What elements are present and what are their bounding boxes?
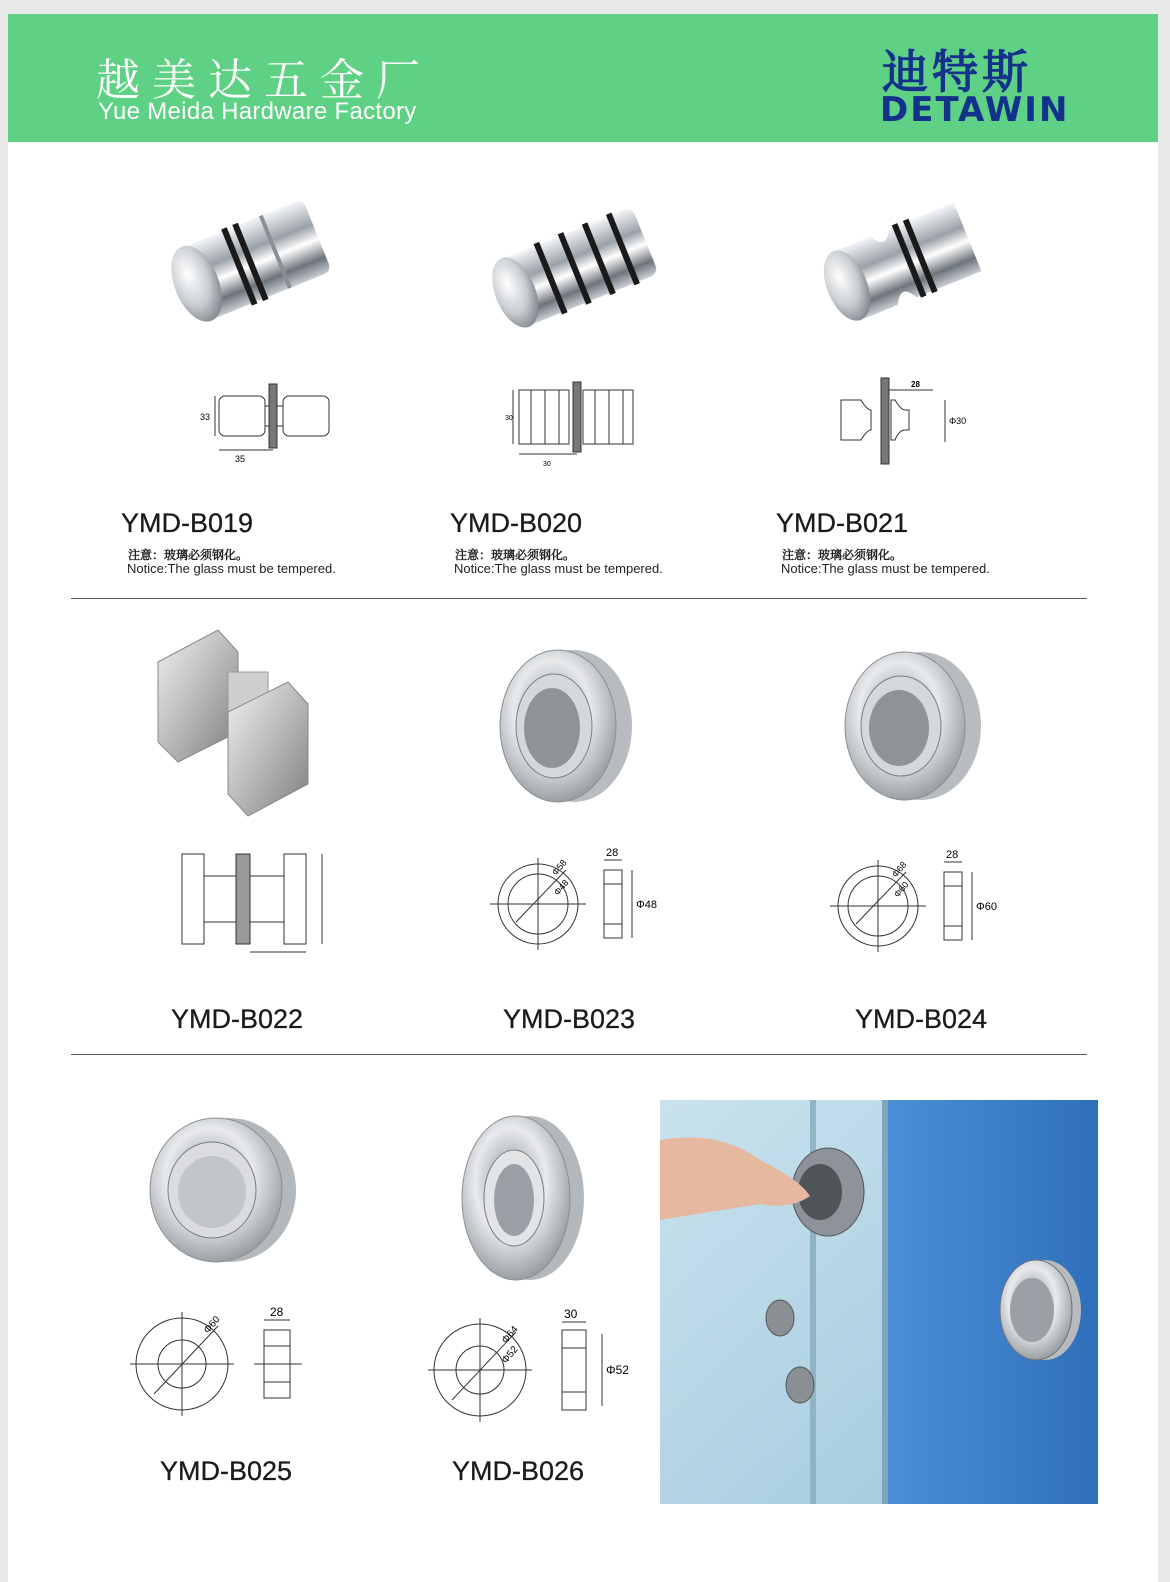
product-photo-b019	[148, 164, 348, 354]
dim-label: Φ52	[499, 1344, 521, 1366]
model-label: YMD-B020	[450, 508, 583, 538]
catalog-page	[8, 14, 1158, 1582]
section-divider	[71, 598, 1087, 599]
dim-label: 28	[946, 849, 959, 861]
dim-label: Φ60	[891, 879, 911, 900]
dim-label: 30	[505, 415, 513, 422]
dim-label: 30	[543, 461, 551, 468]
product-photo-b020	[476, 174, 676, 354]
model-label: YMD-B021	[776, 508, 909, 538]
model-label: YMD-B022	[171, 1004, 304, 1034]
dim-label: 28	[270, 1305, 284, 1319]
product-photo-b025	[138, 1108, 308, 1278]
model-label: YMD-B019	[121, 508, 254, 538]
drawing-b025	[126, 1298, 326, 1428]
drawing-b024	[826, 836, 1026, 966]
model-label: YMD-B023	[503, 1004, 636, 1034]
dim-label: 33	[200, 412, 211, 422]
drawing-b021	[833, 376, 993, 476]
section-divider	[71, 1054, 1087, 1055]
dim-label: Φ30	[949, 416, 967, 426]
notice-en: Notice:The glass must be tempered.	[781, 561, 990, 576]
dim-label: Φ58	[549, 857, 569, 878]
brand-logo-en: DETAWIN	[880, 90, 1070, 130]
notice-cn: 注意：玻璃必须钢化。	[455, 548, 576, 562]
notice-cn: 注意：玻璃必须钢化。	[128, 548, 249, 562]
drawing-b023	[486, 836, 686, 966]
product-photo-b023	[494, 646, 634, 806]
dim-label: Φ68	[889, 859, 909, 880]
model-label: YMD-B024	[855, 1004, 988, 1034]
drawing-b020	[503, 380, 653, 470]
product-photo-b026	[454, 1108, 594, 1288]
notice-en: Notice:The glass must be tempered.	[127, 561, 336, 576]
product-photo-b022	[148, 622, 348, 822]
dim-label: 28	[606, 847, 619, 859]
company-name-cn: 越美达五金厂	[96, 55, 432, 106]
notice-en: Notice:The glass must be tempered.	[454, 561, 663, 576]
dim-label: Φ60	[976, 901, 998, 913]
dim-label: Φ48	[636, 899, 658, 911]
brand-logo-cn: 迪特斯	[882, 45, 1032, 99]
model-label: YMD-B026	[452, 1456, 585, 1486]
model-label: YMD-B025	[160, 1456, 293, 1486]
dim-label: Φ64	[499, 1324, 521, 1346]
drawing-b019	[193, 380, 343, 470]
dim-label: 30	[564, 1307, 578, 1321]
drawing-b026	[426, 1304, 636, 1434]
notice-cn: 注意：玻璃必须钢化。	[782, 548, 903, 562]
usage-photo-sliding-door	[660, 1100, 1098, 1504]
drawing-b022	[176, 846, 346, 962]
dim-label: 35	[235, 454, 246, 464]
product-photo-b024	[833, 646, 983, 806]
dim-label: Φ52	[606, 1363, 629, 1377]
product-photo-b021	[803, 164, 1003, 354]
dim-label: Φ60	[201, 1314, 223, 1336]
dim-label: 28	[911, 380, 920, 389]
dim-label: Φ48	[551, 877, 571, 898]
header-banner	[8, 14, 1158, 142]
company-name-en: Yue Meida Hardware Factory	[98, 98, 417, 125]
